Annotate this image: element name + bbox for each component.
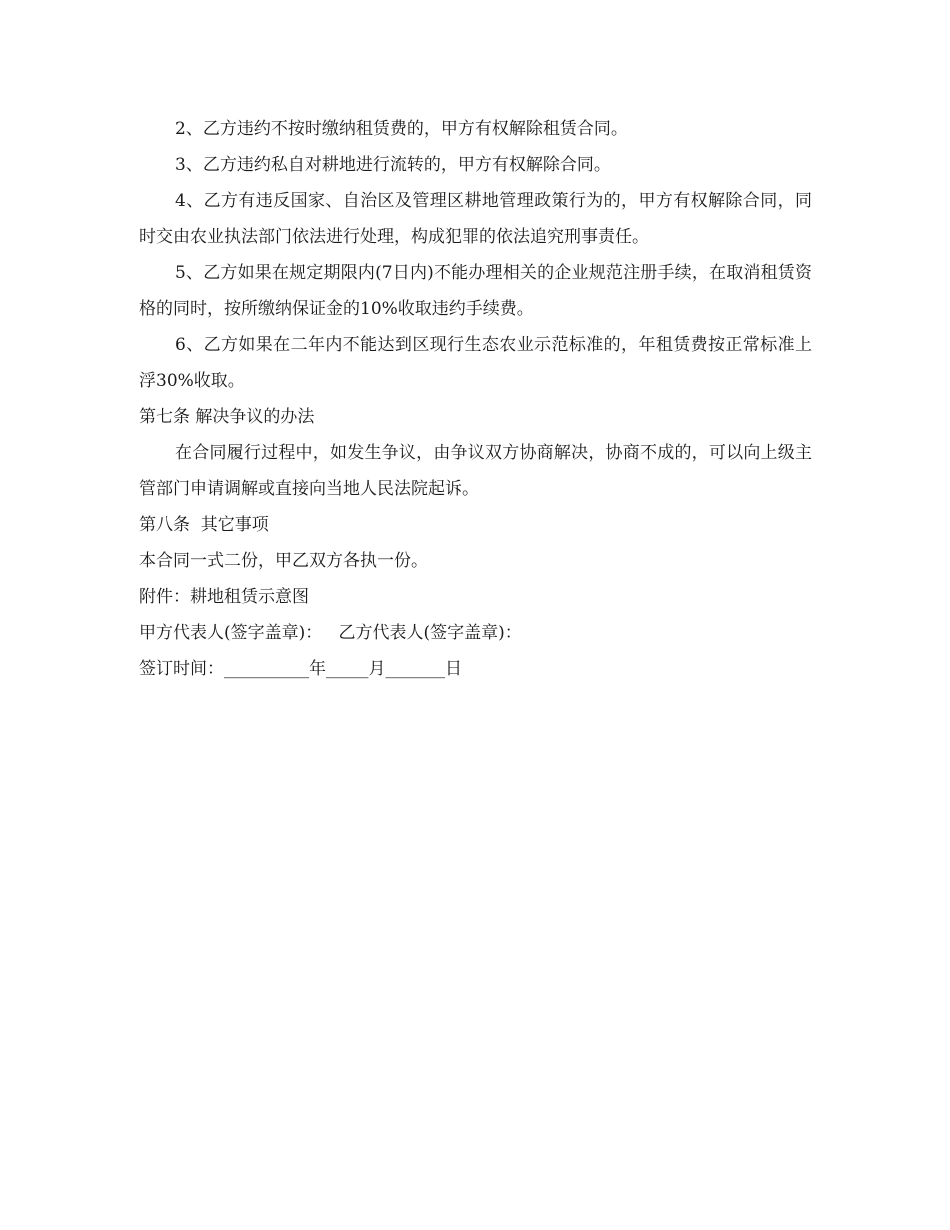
clause-6: 6、乙方如果在二年内不能达到区现行生态农业示范标准的，年租赁费按正常标准上浮30%收取。 [139,335,812,391]
article-8-heading: 第八条 其它事项 [139,515,269,535]
clause-3: 3、乙方违约私自对耕地进行流转的，甲方有权解除合同。 [175,155,611,175]
attachment-line: 附件：耕地租赁示意图 [139,587,309,607]
signing-date-line: 签订时间：__________年_____月_______日 [139,659,462,679]
clause-4: 4、乙方有违反国家、自治区及管理区耕地管理政策行为的，甲方有权解除合同，同时交由农业执法部门依法进行处理，构成犯罪的依法追究刑事责任。 [139,191,812,247]
article-7-body: 在合同履行过程中，如发生争议，由争议双方协商解决，协商不成的，可以向上级主管部门申请调解或直接向当地人民法院起诉。 [139,443,812,499]
signature-line: 甲方代表人(签字盖章)： 乙方代表人(签字盖章)： [139,623,522,643]
article-7-heading: 第七条 解决争议的办法 [139,407,315,427]
copies-statement: 本合同一式二份，甲乙双方各执一份。 [139,551,428,571]
clause-2: 2、乙方违约不按时缴纳租赁费的，甲方有权解除租赁合同。 [175,119,628,139]
clause-5: 5、乙方如果在规定期限内(7日内)不能办理相关的企业规范注册手续，在取消租赁资格的同时，按所缴纳保证金的10%收取违约手续费。 [139,263,812,319]
document-body [139,111,812,687]
